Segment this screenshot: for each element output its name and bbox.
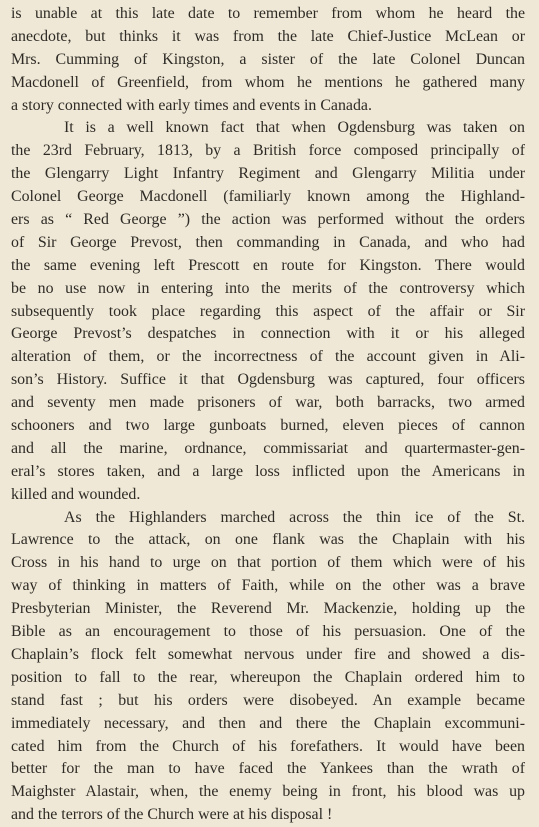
text-line: killed and wounded. [11,485,141,503]
text-line: Cross in his hand to urge on that portion of them which were of his [11,554,525,572]
text-line: and seventy men made prisoners of war, both barracks, two armed [11,394,525,412]
text-line: of Sir George Prevost, then commanding in Canada, and who had [11,233,525,251]
text-line: George Prevost’s despatches in connection with it or his alleged [11,325,525,343]
text-line: immediately necessary, and then and there the Chaplain excommuni- [11,714,525,732]
text-line: cated him from the Church of his forefathers. It would have been [11,737,525,755]
text-line: and the terrors of the Church were at his disposal ! [11,806,333,824]
text-line: Chaplain’s flock felt somewhat nervous under fire and showed a dis- [11,645,525,663]
text-line: and all the marine, ordnance, commissariat and quartermaster-gen- [11,439,525,457]
text-line: schooners and two large gunboats burned, eleven pieces of cannon [11,417,525,435]
text-line: alteration of them, or the incorrectness of the account given in Ali- [11,348,525,366]
text-line: Lawrence to the attack, on one flank was the Chaplain with his [11,531,525,549]
text-line: a story connected with early times and events in Canada. [11,96,372,114]
text-line: way of thinking in matters of Faith, while on the other was a brave [11,577,525,595]
text-line: Presbyterian Minister, the Reverend Mr. Mackenzie, holding up the [11,600,525,618]
text-line: Macdonell of Greenfield, from whom he mentions he gathered many [11,73,525,91]
paragraph-2 [11,117,525,506]
text-line: stand fast ; but his orders were disobeyed. An example became [11,691,525,709]
paragraph-1 [11,3,525,117]
text-line: the 23rd February, 1813, by a British force composed principally of [11,142,525,160]
text-line: position to fall to the rear, whereupon the Chaplain ordered him to [11,668,525,686]
text-line: son’s History. Suffice it that Ogdensburg was captured, four officers [11,371,525,389]
text-line: As the Highlanders marched across the thin ice of the St. [64,508,525,526]
text-line: ers as “ Red George ”) the action was performed without the orders [11,211,525,229]
text-line: the same evening left Prescott en route for Kingston. There would [11,256,525,274]
paragraph-3 [11,507,525,827]
text-line: better for the man to have faced the Yankees than the wrath of [11,760,525,778]
text-line: Colonel George Macdonell (familiarly known among the Highland- [11,188,525,206]
text-line: be no use now in entering into the merits of the controversy which [11,279,525,297]
text-line: It is a well known fact that when Ogdensburg was taken on [64,119,525,137]
text-line: is unable at this late date to remember from whom he heard the [11,5,525,22]
text-line: subsequently took place regarding this aspect of the affair or Sir [11,302,525,320]
text-line: Mrs. Cumming of Kingston, a sister of the late Colonel Duncan [11,50,525,68]
text-line: Maighster Alastair, when, the enemy being in front, his blood was up [11,783,525,801]
text-line: anecdote, but thinks it was from the late Chief-Justice McLean or [11,27,525,45]
text-line: Bible as an encouragement to those of his persuasion. One of the [11,623,525,641]
text-line: eral’s stores taken, and a large loss inflicted upon the Americans in [11,462,525,480]
text-line: the Glengarry Light Infantry Regiment and Glengarry Militia under [11,165,525,183]
